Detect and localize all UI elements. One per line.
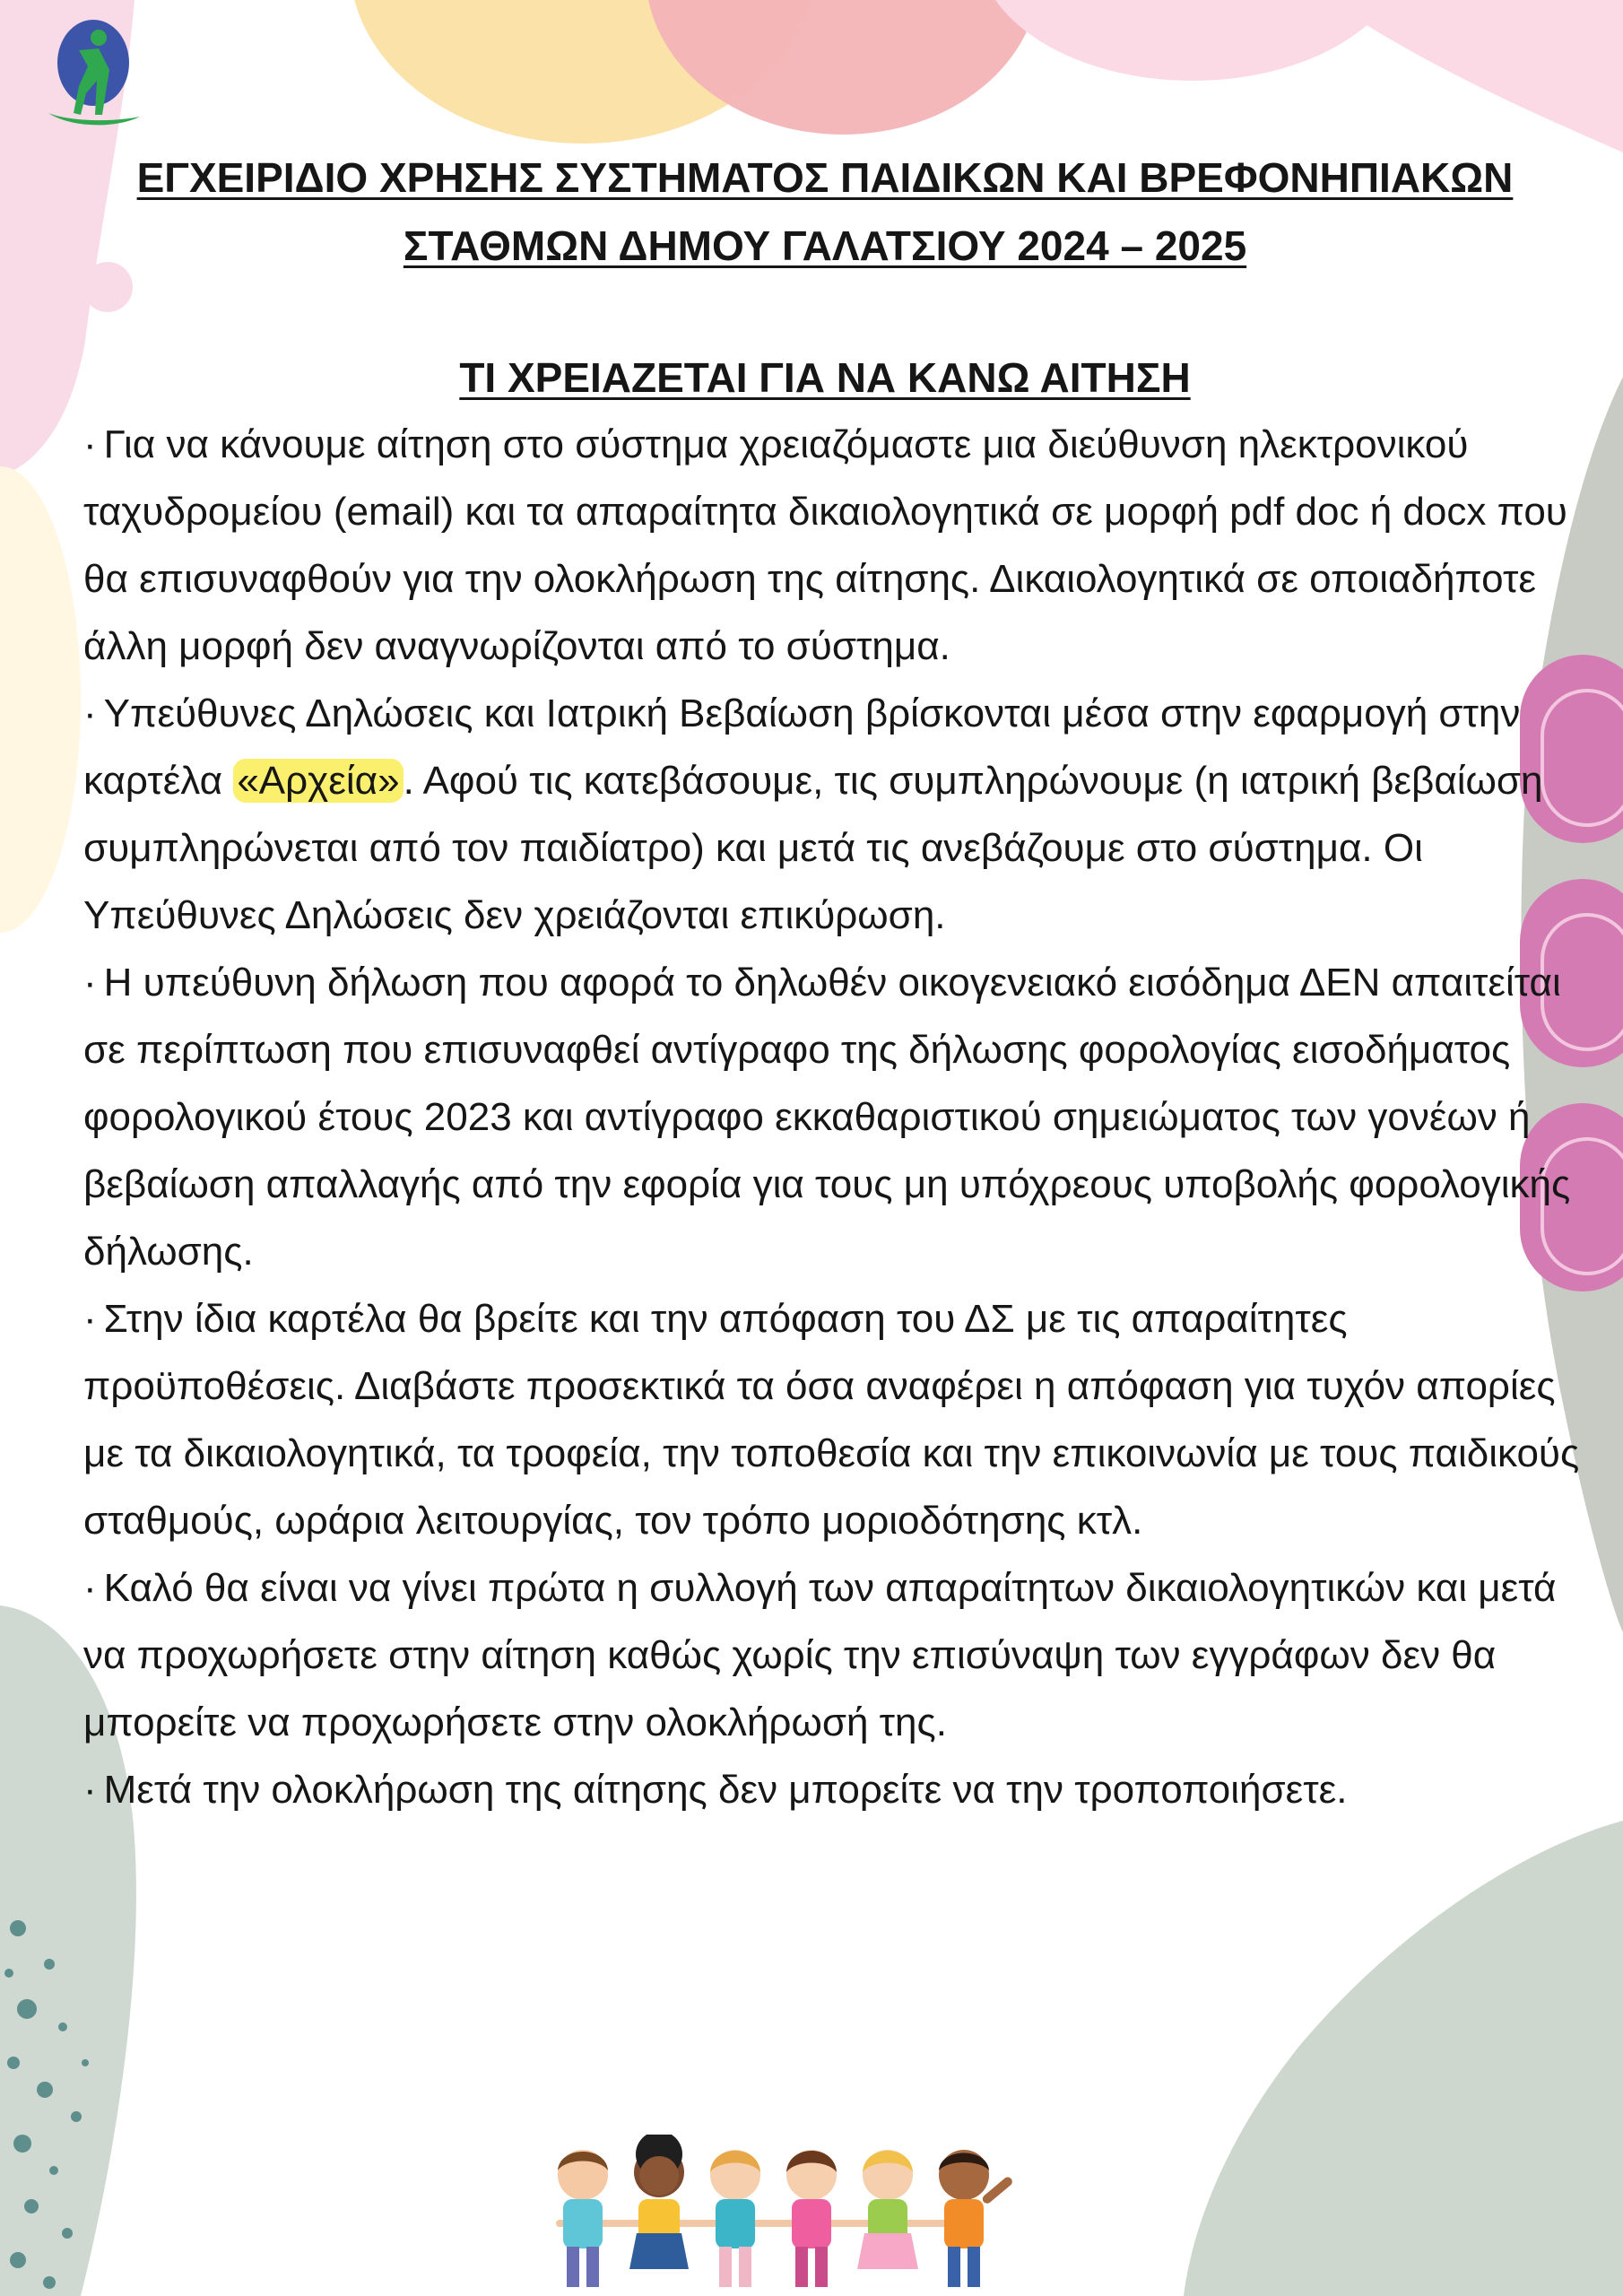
paragraph-text-before: Υπεύθυνες Δηλώσεις και Ιατρική Βεβαίωση βρίσκονται μέσα στην εφαρμογή στην καρτέλα	[83, 691, 1521, 803]
bullet: ·	[83, 691, 97, 735]
highlighted-files-tab: «Αρχεία»	[233, 759, 403, 803]
pink-blob-top-right	[977, 0, 1408, 81]
document-body	[83, 411, 1590, 1823]
bullet: ·	[83, 961, 97, 1004]
paragraph-text-after: . Αφού τις κατεβάσουμε, τις συμπληρώνουμε (η ιατρική βεβαίωση συμπληρώνεται από τον παιδίατρο) και μετά τις ανεβάζουμε στο σύστημα. Οι Υπεύθυνες Δηλώσεις δεν χρειάζονται επικύρωση.	[83, 759, 1543, 937]
paragraph-collect-documents	[83, 1554, 1590, 1756]
paragraph-text: Καλό θα είναι να γίνει πρώτα η συλλογή των απαραίτητων δικαιολογητικών και μετά να προχωρήσετε στην αίτηση καθώς χωρίς την επισύναψη των εγγράφων δεν θα μπορείτε να προχωρήσετε στην ολοκλήρωσή της.	[83, 1566, 1557, 1744]
bullet: ·	[83, 1297, 97, 1341]
municipality-logo	[43, 16, 143, 137]
paragraph-declarations	[83, 680, 1590, 949]
document-title	[81, 144, 1569, 280]
paragraph-text: Στην ίδια καρτέλα θα βρείτε και την απόφαση του ΔΣ με τις απαραίτητες προϋποθέσεις. Διαβάστε προσεκτικά τα όσα αναφέρει η απόφαση για τυχόν απορίες με τα δικαιολογητικά, τα τροφεία, την τοποθεσία και την επικοινωνία με τους παιδικούς σταθμούς, ωράρια λειτουργίας, τον τρόπο μοριοδότησης κτλ.	[83, 1297, 1580, 1543]
paragraph-council-decision	[83, 1285, 1590, 1554]
paragraph-text: Για να κάνουμε αίτηση στο σύστημα χρειαζόμαστε μια διεύθυνση ηλεκτρονικού ταχυδρομείου (email) και τα απαραίτητα δικαιολογητικά σε μορφή pdf doc ή docx που θα επισυναφθούν για την ολοκλήρωση της αίτησης. Δικαιολογητικά σε οποιαδήποτε άλλη μορφή δεν αναγνωρίζονται από το σύστημα.	[83, 422, 1567, 668]
bullet: ·	[83, 1768, 97, 1812]
faint-yellow-blob-left	[0, 466, 81, 933]
bullet: ·	[83, 1566, 97, 1610]
paragraph-email-requirements	[83, 411, 1590, 680]
title-line-2: ΣΤΑΘΜΩΝ ΔΗΜΟΥ ΓΑΛΑΤΣΙΟΥ 2024 – 2025	[403, 222, 1247, 269]
title-line-1: ΕΓΧΕΙΡΙΔΙΟ ΧΡΗΣΗΣ ΣΥΣΤΗΜΑΤΟΣ ΠΑΙΔΙΚΩΝ ΚΑΙ ΒΡΕΦΟΝΗΠΙΑΚΩΝ	[136, 154, 1514, 201]
sage-blob-bottom-right	[1184, 1821, 1623, 2296]
paragraph-income-declaration	[83, 949, 1590, 1285]
pink-blob-top-corner	[1327, 0, 1623, 152]
paragraph-no-modification	[83, 1756, 1590, 1823]
bullet: ·	[83, 422, 97, 466]
children-holding-hands-illustration	[547, 2135, 1076, 2296]
paragraph-text: Η υπεύθυνη δήλωση που αφορά το δηλωθέν οικογενειακό εισόδημα ΔΕΝ απαιτείται σε περίπτωση που επισυναφθεί αντίγραφο της δήλωσης φορολογίας εισοδήματος φορολογικού έτους 2023 και αντίγραφο εκκαθαριστικού σημειώματος των γονέων ή βεβαίωση απαλλαγής από την εφορία για τους μη υπόχρεους υποβολής φορολογικής δήλωσης.	[83, 961, 1571, 1274]
section-title: ΤΙ ΧΡΕΙΑΖΕΤΑΙ ΓΙΑ ΝΑ ΚΑΝΩ ΑΙΤΗΣΗ	[459, 354, 1191, 401]
paragraph-text: Μετά την ολοκλήρωση της αίτησης δεν μπορείτε να την τροποποιήσετε.	[103, 1768, 1348, 1812]
